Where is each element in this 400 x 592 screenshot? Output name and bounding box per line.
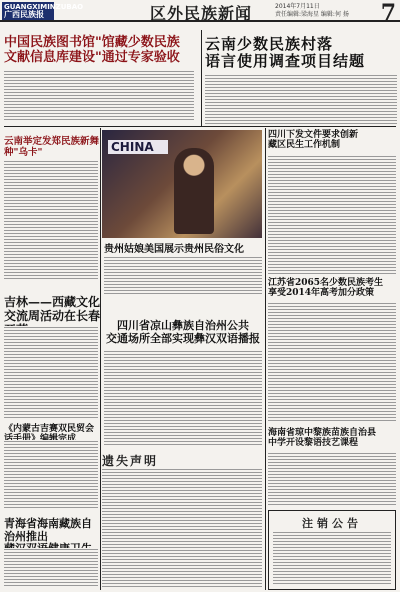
lost-notices xyxy=(102,452,262,590)
a6-line1: 青海省海南藏族自治州推出 xyxy=(4,517,92,543)
article-10-headline xyxy=(268,428,396,449)
article-2-headline xyxy=(205,36,397,71)
notice-body xyxy=(273,531,391,585)
article-1-headline xyxy=(4,36,200,66)
logo-pinyin: GUANGXIMINZUBAO xyxy=(4,3,84,11)
a2-line1: 云南少数民族村落 xyxy=(205,35,334,53)
news-photo xyxy=(102,130,262,238)
article-4-body xyxy=(4,326,98,418)
article-2-body xyxy=(205,74,397,124)
a1-line1: 中国民族图书馆"馆藏少数民族 xyxy=(4,35,180,50)
a10-line1: 海南省琼中黎族苗族自治县 xyxy=(268,428,377,438)
article-7-headline xyxy=(104,320,262,345)
article-10-body xyxy=(268,452,396,506)
a4-line2: 交流周活动在长春 xyxy=(4,308,101,323)
notice-title: 注销公告 xyxy=(302,517,362,530)
editor-line: 责任编辑:梁海星 编辑:何 扬 xyxy=(275,11,349,18)
article-8-headline xyxy=(268,130,396,151)
article-6-body xyxy=(4,548,98,588)
section-title: 区外民族新闻 xyxy=(150,4,253,23)
lost-notices-body xyxy=(102,468,262,588)
article-5-body xyxy=(4,440,98,510)
a9-line2: 享受2014年高考加分政策 xyxy=(268,288,375,299)
a10-line2: 中学开设黎语技艺课程 xyxy=(268,438,359,449)
divider xyxy=(4,126,396,127)
page-header xyxy=(0,0,400,26)
a1-line2: 文献信息库建设"通过专家验收 xyxy=(4,49,180,65)
date-line: 2014年7月11日 xyxy=(275,3,320,10)
article-9-headline xyxy=(268,278,396,299)
photo-caption-body xyxy=(104,256,262,294)
a7-line2: 交通场所全部实现彝汉双语播报 xyxy=(106,331,260,345)
article-1-body xyxy=(4,70,194,122)
article-3-headline: 云南举定发郑民族新舞种"乌卡" xyxy=(4,136,100,158)
a8-line1: 四川下发文件要求创新 xyxy=(268,130,359,140)
photo-caption-title: 贵州姑娘美国展示贵州民俗文化 xyxy=(104,244,244,255)
cancellation-notice xyxy=(268,510,396,590)
column-divider xyxy=(265,128,266,590)
performer-figure xyxy=(174,148,214,234)
a4-line1: 吉林——西藏文化 xyxy=(4,295,101,309)
article-5-headline: 《内蒙古吉赛双民贸会 xyxy=(4,424,95,434)
column-divider xyxy=(201,30,202,126)
page-number: 7 xyxy=(380,0,396,26)
a9-line1: 江苏省2065名少数民族考生 xyxy=(268,278,384,288)
lost-notices-title: 遗失声明 xyxy=(102,454,159,468)
column-divider xyxy=(100,128,101,590)
logo-name: 广西民族报 xyxy=(4,10,44,19)
article-3-body xyxy=(4,160,98,280)
header-meta xyxy=(275,3,349,19)
article-8-body xyxy=(268,155,396,275)
a2-line2: 语言使用调查项目结题 xyxy=(205,52,366,71)
article-7-body xyxy=(104,350,262,446)
newspaper-logo xyxy=(2,2,84,20)
a7-line1: 四川省凉山彝族自治州公共 xyxy=(117,319,249,332)
photo-banner: CHINA xyxy=(108,140,168,154)
article-9-body xyxy=(268,302,396,422)
a8-line2: 藏区民生工作机制 xyxy=(268,140,341,151)
